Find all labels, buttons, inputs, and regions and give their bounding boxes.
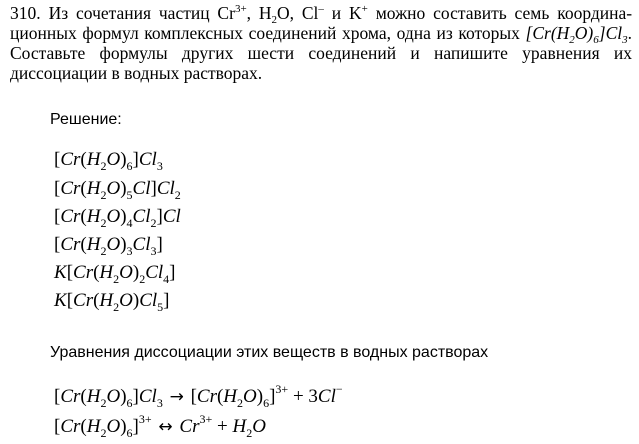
dissociation-heading: Уравнения диссоциации этих веществ в водных растворах	[50, 344, 489, 361]
dissociation-equation: $[Cr(H_2O)_6]^{3+}$ ↔ $Cr^{3+} + H_2O$	[54, 412, 266, 440]
compound-formula: $K[Cr(H_2O)_2Cl_4]$	[54, 262, 176, 286]
compound-formula: $K[Cr(H_2O)Cl_5]$	[54, 290, 170, 314]
example-formula: $[Cr(H_2O)_6]Cl_3$	[525, 23, 628, 46]
compound-formula: $[Cr(H_2O)_5Cl]Cl_2$	[54, 178, 181, 202]
compound-formula: $[Cr(H_2O)_4Cl_2]Cl$	[54, 206, 181, 230]
compound-formula: $[Cr(H_2O)_6]Cl_3$	[54, 149, 163, 173]
dissociation-equation: $[Cr(H_2O)_6]Cl_3 \to [Cr(H_2O)_6]^{3+} + 3Cl^-$	[54, 382, 343, 410]
compound-formula: $[Cr(H_2O)_3Cl_3]$	[54, 234, 163, 258]
problem-number: 310.	[10, 3, 41, 23]
problem-statement: 310. Из сочетания частиц $Cr^{3+}$, $H_2O$, Cl– и K+ можно составить семь координа-ционных формул комплексных соединений хрома, одна из которых $[Cr(H_2O)_6]Cl_3$. Составьте формулы других шести соединений и напишите уравнения их диссоциации в водных растворах.	[10, 3, 633, 83]
solution-heading: Решение:	[50, 111, 122, 128]
